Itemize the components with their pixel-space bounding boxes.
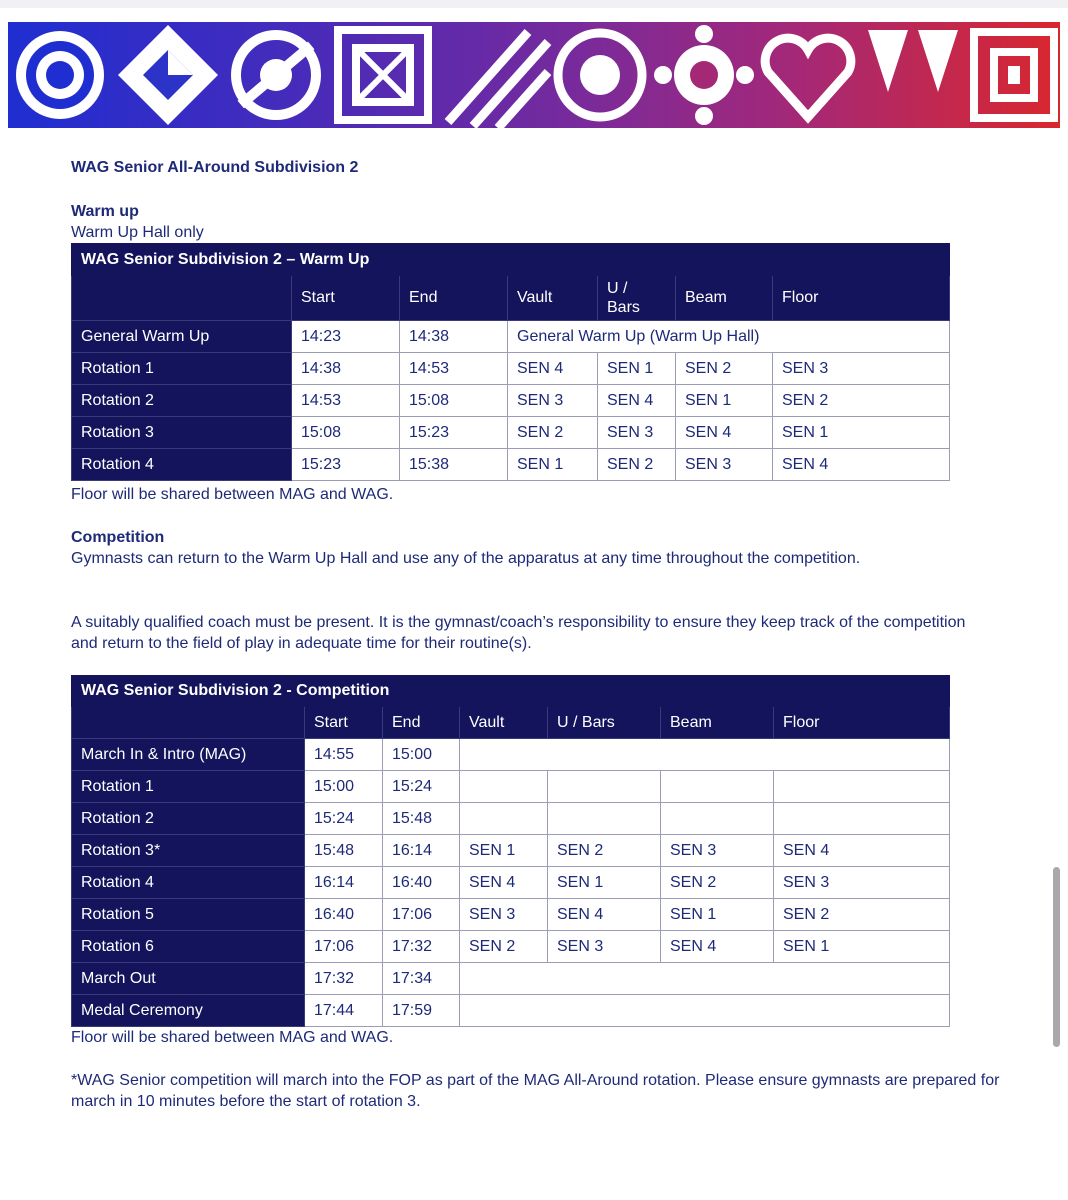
competition-header-end: End	[383, 707, 460, 739]
vault-cell: SEN 4	[508, 353, 598, 385]
bars-cell	[548, 803, 661, 835]
competition-footnote: Floor will be shared between MAG and WAG.	[71, 1029, 394, 1046]
end-cell: 17:59	[383, 995, 460, 1027]
bars-cell: SEN 3	[548, 931, 661, 963]
floor-cell: SEN 1	[773, 417, 950, 449]
start-cell: 15:23	[292, 449, 400, 481]
row-label: Rotation 1	[72, 353, 292, 385]
table-row	[72, 449, 950, 481]
floor-cell: SEN 1	[774, 931, 950, 963]
row-label: Rotation 1	[72, 771, 305, 803]
competition-header-blank	[72, 707, 305, 739]
table-row	[72, 995, 950, 1027]
bars-cell: SEN 3	[598, 417, 676, 449]
floor-cell	[774, 803, 950, 835]
beam-cell	[661, 803, 774, 835]
end-cell: 15:23	[400, 417, 508, 449]
top-bar	[0, 0, 1068, 8]
vault-cell: SEN 2	[460, 931, 548, 963]
warmup-subheading: Warm Up Hall only	[71, 224, 204, 241]
warmup-header-end: End	[400, 276, 508, 321]
row-label: March Out	[72, 963, 305, 995]
end-cell: 15:24	[383, 771, 460, 803]
vertical-scrollbar[interactable]	[1053, 867, 1060, 1047]
end-cell: 15:00	[383, 739, 460, 771]
end-cell: 15:08	[400, 385, 508, 417]
table-row	[72, 867, 950, 899]
row-label: Rotation 2	[72, 385, 292, 417]
bars-cell: SEN 4	[548, 899, 661, 931]
row-label: General Warm Up	[72, 321, 292, 353]
beam-cell: SEN 3	[661, 835, 774, 867]
competition-table-title: WAG Senior Subdivision 2 - Competition	[72, 676, 950, 707]
floor-cell: SEN 3	[773, 353, 950, 385]
warmup-table-title: WAG Senior Subdivision 2 – Warm Up	[72, 244, 950, 276]
bars-cell: SEN 1	[548, 867, 661, 899]
warmup-header-row	[72, 276, 950, 321]
floor-cell: SEN 2	[774, 899, 950, 931]
vault-cell: SEN 2	[508, 417, 598, 449]
start-cell: 17:32	[305, 963, 383, 995]
empty-span-cell	[460, 995, 950, 1027]
start-cell: 15:24	[305, 803, 383, 835]
warmup-heading: Warm up	[71, 203, 139, 220]
end-cell: 16:14	[383, 835, 460, 867]
row-label: Rotation 4	[72, 449, 292, 481]
row-label: March In & Intro (MAG)	[72, 739, 305, 771]
row-label: Rotation 6	[72, 931, 305, 963]
table-row	[72, 417, 950, 449]
start-cell: 15:08	[292, 417, 400, 449]
beam-cell	[661, 771, 774, 803]
end-cell: 15:48	[383, 803, 460, 835]
beam-cell: SEN 4	[661, 931, 774, 963]
warmup-title-row	[72, 244, 950, 276]
competition-table	[71, 675, 950, 1027]
row-label: Rotation 5	[72, 899, 305, 931]
start-cell: 15:48	[305, 835, 383, 867]
table-row	[72, 385, 950, 417]
row-label: Rotation 2	[72, 803, 305, 835]
beam-cell: SEN 4	[676, 417, 773, 449]
empty-span-cell	[460, 963, 950, 995]
warmup-header-vault: Vault	[508, 276, 598, 321]
end-cell: 17:32	[383, 931, 460, 963]
end-cell: 15:38	[400, 449, 508, 481]
floor-cell: SEN 4	[773, 449, 950, 481]
asterisk-note: *WAG Senior competition will march into the FOP as part of the MAG All-Around rotation. Please ensure gymnasts are prepared for march in 10 minutes before the start of rotation 3.	[71, 1072, 1000, 1110]
end-cell: 14:38	[400, 321, 508, 353]
bars-cell: SEN 1	[598, 353, 676, 385]
table-row	[72, 835, 950, 867]
start-cell: 15:00	[305, 771, 383, 803]
warmup-header-bars-text: U / Bars	[607, 280, 640, 316]
start-cell: 14:38	[292, 353, 400, 385]
warmup-table	[71, 243, 950, 481]
warmup-header-blank	[72, 276, 292, 321]
floor-cell	[774, 771, 950, 803]
warmup-footnote: Floor will be shared between MAG and WAG.	[71, 486, 394, 503]
beam-cell: SEN 1	[676, 385, 773, 417]
vault-cell: SEN 4	[460, 867, 548, 899]
end-cell: 16:40	[383, 867, 460, 899]
floor-cell: SEN 3	[774, 867, 950, 899]
table-row	[72, 771, 950, 803]
beam-cell: SEN 2	[676, 353, 773, 385]
vault-cell	[460, 771, 548, 803]
bars-cell	[548, 771, 661, 803]
table-row	[72, 963, 950, 995]
warmup-header-bars	[598, 276, 676, 321]
bars-cell: SEN 4	[598, 385, 676, 417]
general-warmup-note: General Warm Up (Warm Up Hall)	[508, 321, 950, 353]
vault-cell: SEN 1	[460, 835, 548, 867]
competition-header-bars: U / Bars	[548, 707, 661, 739]
row-label: Rotation 4	[72, 867, 305, 899]
bars-cell: SEN 2	[548, 835, 661, 867]
warmup-header-start: Start	[292, 276, 400, 321]
competition-header-vault: Vault	[460, 707, 548, 739]
table-row	[72, 321, 950, 353]
end-cell: 17:06	[383, 899, 460, 931]
start-cell: 14:23	[292, 321, 400, 353]
table-row	[72, 739, 950, 771]
warmup-header-floor: Floor	[773, 276, 950, 321]
row-label: Rotation 3*	[72, 835, 305, 867]
vault-cell: SEN 1	[508, 449, 598, 481]
vault-cell: SEN 3	[508, 385, 598, 417]
warmup-header-beam: Beam	[676, 276, 773, 321]
table-row	[72, 931, 950, 963]
page-title: WAG Senior All-Around Subdivision 2	[71, 159, 359, 176]
bars-cell: SEN 2	[598, 449, 676, 481]
row-label: Rotation 3	[72, 417, 292, 449]
vault-cell	[460, 803, 548, 835]
banner-pattern-graphic	[8, 22, 1060, 128]
competition-heading: Competition	[71, 529, 165, 546]
competition-paragraph-2: A suitably qualified coach must be present. It is the gymnast/coach’s responsibility to ensure they keep track of the competition and return to the field of play in adequate time for their routine(s).	[71, 614, 966, 652]
competition-header-row	[72, 707, 950, 739]
table-row	[72, 803, 950, 835]
start-cell: 17:06	[305, 931, 383, 963]
start-cell: 14:55	[305, 739, 383, 771]
end-cell: 14:53	[400, 353, 508, 385]
table-row	[72, 353, 950, 385]
start-cell: 17:44	[305, 995, 383, 1027]
decorative-banner	[8, 22, 1060, 128]
end-cell: 17:34	[383, 963, 460, 995]
beam-cell: SEN 1	[661, 899, 774, 931]
start-cell: 16:14	[305, 867, 383, 899]
beam-cell: SEN 3	[676, 449, 773, 481]
start-cell: 16:40	[305, 899, 383, 931]
competition-header-start: Start	[305, 707, 383, 739]
competition-header-floor: Floor	[774, 707, 950, 739]
beam-cell: SEN 2	[661, 867, 774, 899]
competition-title-row	[72, 676, 950, 707]
competition-header-beam: Beam	[661, 707, 774, 739]
empty-span-cell	[460, 739, 950, 771]
competition-paragraph-1: Gymnasts can return to the Warm Up Hall and use any of the apparatus at any time throughout the competition.	[71, 550, 861, 567]
floor-cell: SEN 2	[773, 385, 950, 417]
row-label: Medal Ceremony	[72, 995, 305, 1027]
start-cell: 14:53	[292, 385, 400, 417]
vault-cell: SEN 3	[460, 899, 548, 931]
floor-cell: SEN 4	[774, 835, 950, 867]
table-row	[72, 899, 950, 931]
